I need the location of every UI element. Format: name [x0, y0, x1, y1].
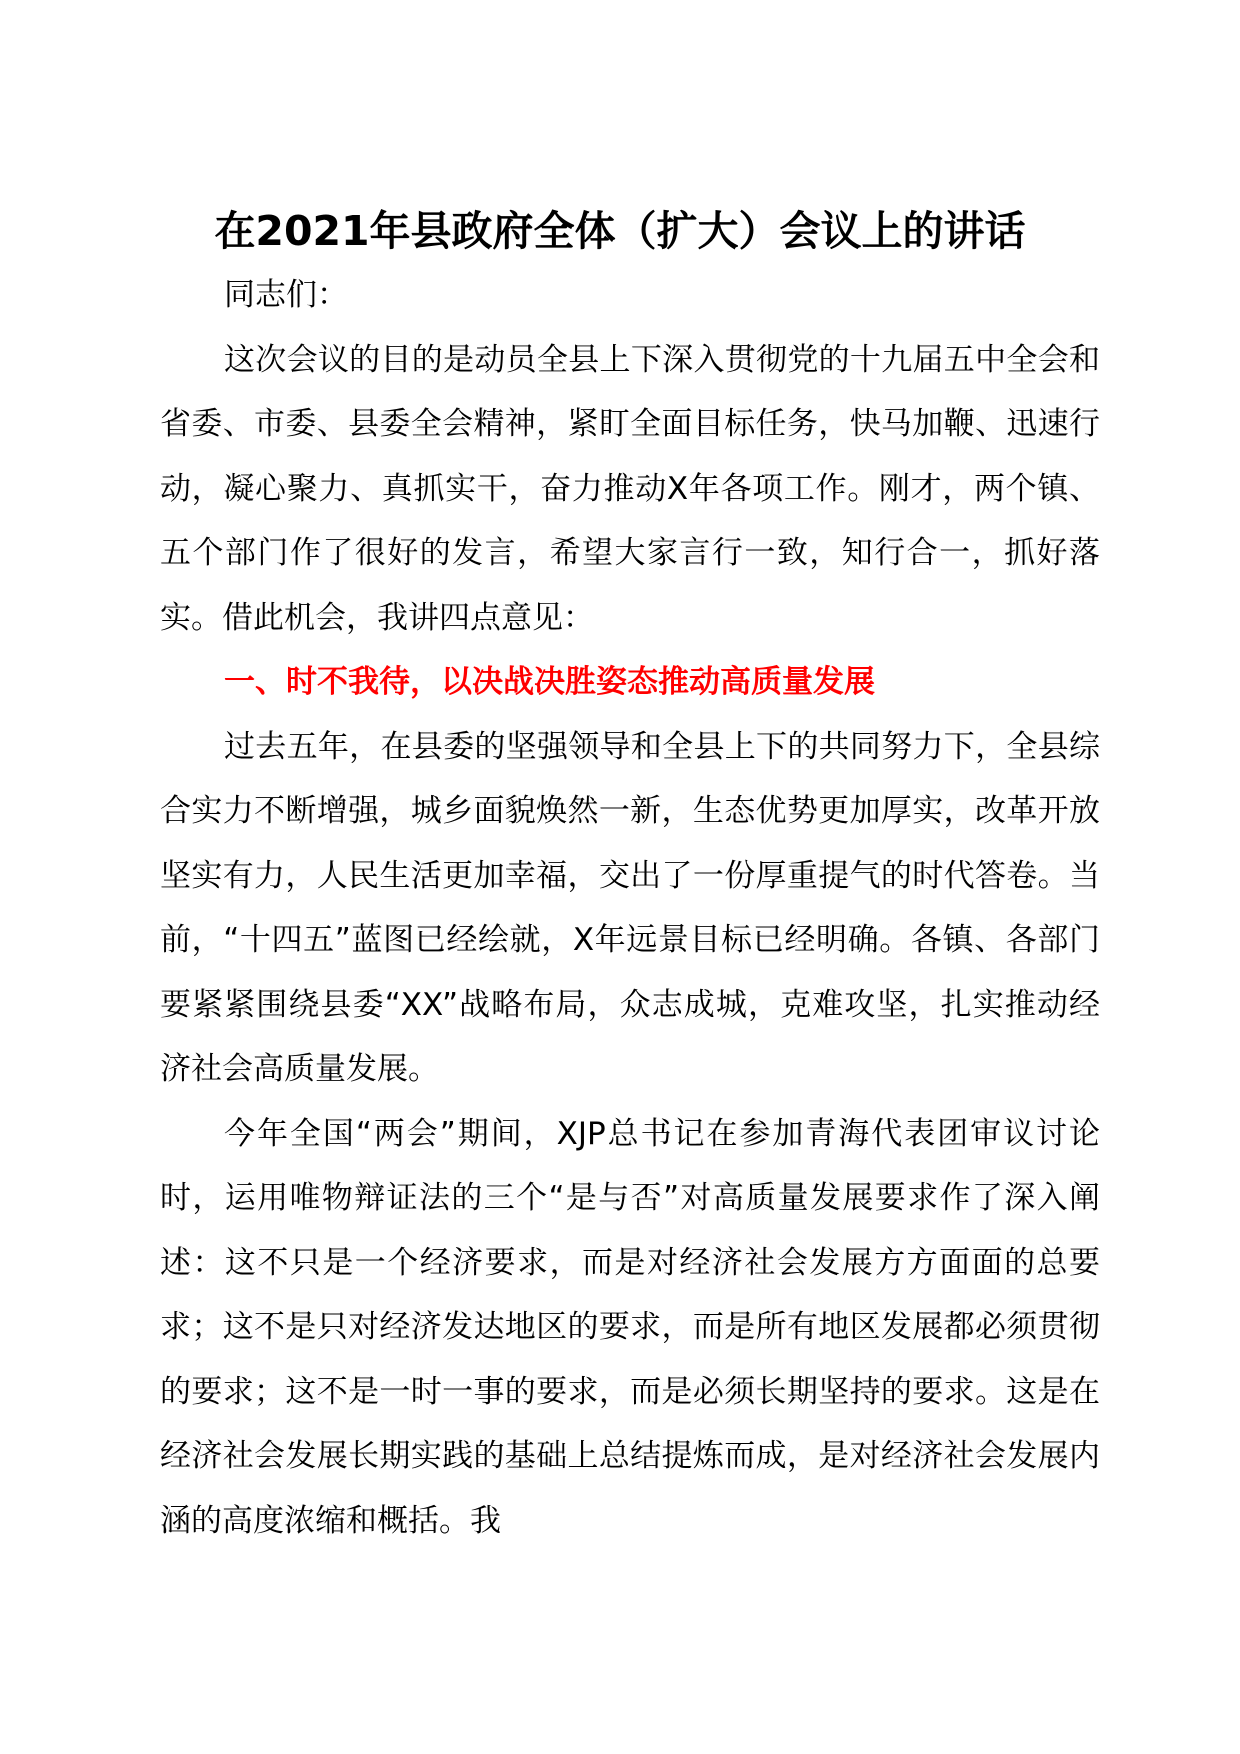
section-heading: 一、时不我待，以决战决胜姿态推动高质量发展 [224, 664, 875, 700]
body-paragraph: 今年全国“两会”期间，XJP总书记在参加青海代表团审议讨论时，运用唯物辩证法的三个“是与否”对高质量发展要求作了深入阐述：这不只是一个经济要求，而是对经济社会发展方方面面的总要求；这不是只对经济发达地区的要求，而是所有地区发展都必须贯彻的要求；这不是一时一事的要求，而是必须长期坚持的要求。这是在经济社会发展长期实践的基础上总结提炼而成，是对经济社会发展内涵的高度浓缩和概括。我 [160, 1115, 1100, 1539]
body-paragraph: 过去五年，在县委的坚强领导和全县上下的共同努力下，全县综合实力不断增强，城乡面貌焕然一新，生态优势更加厚实，改革开放坚实有力，人民生活更加幸福，交出了一份厚重提气的时代答卷。当前，“十四五”蓝图已经绘就，X年远景目标已经明确。各镇、各部门要紧紧围绕县委“XX”战略布局，众志成城，克难攻坚，扎实推动经济社会高质量发展。 [160, 728, 1100, 1087]
document-body [160, 263, 1100, 1553]
intro-paragraph: 这次会议的目的是动员全县上下深入贯彻党的十九届五中全会和省委、市委、县委全会精神，紧盯全面目标任务，快马加鞭、迅速行动，凝心聚力、真抓实干，奋力推动X年各项工作。刚才，两个镇、五个部门作了很好的发言，希望大家言行一致，知行合一，抓好落实。借此机会，我讲四点意见： [160, 341, 1100, 636]
salutation: 同志们： [224, 277, 348, 313]
document-title: 在2021年县政府全体（扩大）会议上的讲话 [214, 207, 1026, 255]
